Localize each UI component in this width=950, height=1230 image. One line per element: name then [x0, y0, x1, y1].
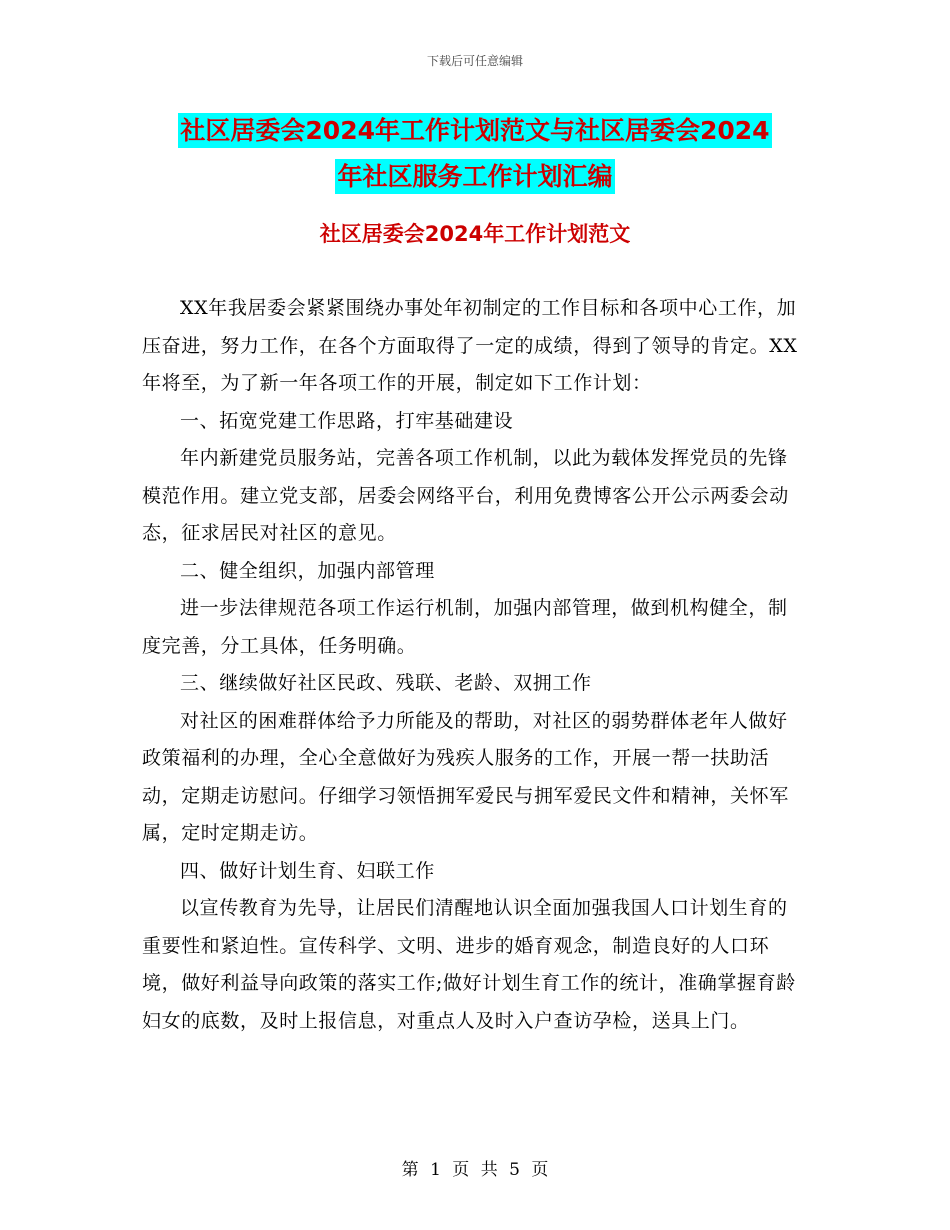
paragraph-party-building: 年内新建党员服务站，完善各项工作机制，以此为载体发挥党员的先锋模范作用。建立党支部，居委会网络平台，利用免费博客公开公示两委会动态，征求居民对社区的意见。: [142, 447, 789, 544]
header-note: 下载后可任意编辑: [426, 54, 523, 68]
paragraph-civil-affairs: 对社区的困难群体给予力所能及的帮助，对社区的弱势群体老年人做好政策福利的办理，全心全意做好为残疾人服务的工作，开展一帮一扶助活动，定期走访慰问。仔细学习领悟拥军爱民与拥军爱民文件和精神，关怀军属，定时定期走访。: [142, 709, 789, 844]
heading-party-building: 一、拓宽党建工作思路，打牢基础建设: [180, 409, 514, 432]
title-highlight-2: 年社区服务工作计划汇编: [335, 159, 614, 194]
paragraph-family-planning: 以宣传教育为先导，让居民们清醒地认识全面加强我国人口计划生育的重要性和紧迫性。宣传科学、文明、进步的婚育观念，制造良好的人口环境，做好利益导向政策的落实工作;做好计划生育工作的统计，准确掌握育龄妇女的底数，及时上报信息，对重点人及时入户查访孕检，送具上门。: [142, 897, 796, 1032]
paragraph-organization: 进一步法律规范各项工作运行机制，加强内部管理，做到机构健全，制度完善，分工具体，任务明确。: [142, 597, 788, 657]
document-title-line-2: [140, 150, 810, 204]
body-text: [142, 290, 807, 1040]
heading-civil-affairs: 三、继续做好社区民政、残联、老龄、双拥工作: [180, 672, 592, 694]
section-title: 社区居委会2024年工作计划范文: [319, 222, 631, 246]
title-highlight-1: 社区居委会2024年工作计划范文与社区居委会2024: [178, 113, 771, 148]
heading-family-planning: 四、做好计划生育、妇联工作: [180, 859, 435, 882]
page-footer: 第 1 页 共 5 页: [401, 1160, 549, 1180]
heading-organization: 二、健全组织，加强内部管理: [180, 559, 435, 582]
paragraph-intro: XX年我居委会紧紧围绕办事处年初制定的工作目标和各项中心工作，加压奋进，努力工作，在各个方面取得了一定的成绩，得到了领导的肯定。XX年将至，为了新一年各项工作的开展，制定如下工作计划：: [142, 297, 798, 394]
